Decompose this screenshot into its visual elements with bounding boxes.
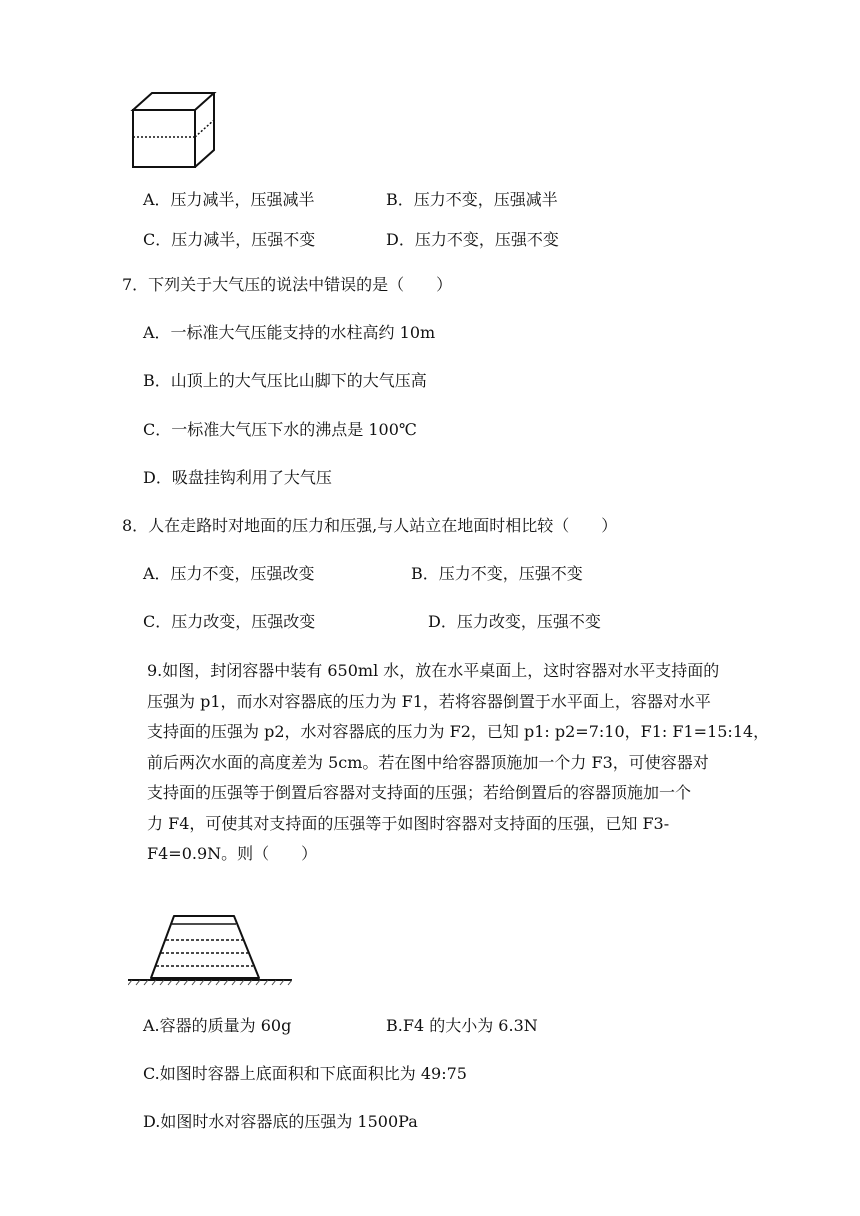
- q9-stem-line: 前后两次水面的高度差为 5cm。若在图中给容器顶施加一个力 F3，可使容器对: [147, 752, 709, 772]
- q9-option-d: D.如图时水对容器底的压强为 1500Pa: [143, 1112, 418, 1131]
- q9-stem-line: F4=0.9N。则（ ）: [147, 844, 318, 863]
- q6-option-a: A．压力减半，压强减半: [143, 190, 315, 209]
- q6-option-d: D．压力不变，压强不变: [386, 230, 559, 249]
- q6-option-c: C．压力减半，压强不变: [143, 230, 316, 249]
- q7-option-a: A．一标准大气压能支持的水柱高约 10m: [143, 323, 436, 342]
- q8-stem: 8．人在走路时对地面的压力和压强,与人站立在地面时相比较（ ）: [122, 516, 618, 535]
- q9-stem: [147, 656, 770, 870]
- cube-figure: [128, 88, 220, 170]
- q6-option-b: B．压力不变，压强减半: [386, 190, 558, 209]
- container-figure: [128, 906, 292, 990]
- q7-option-b: B．山顶上的大气压比山脚下的大气压高: [143, 371, 427, 390]
- q8-option-b: B．压力不变，压强不变: [411, 564, 583, 583]
- q8-option-d: D．压力改变，压强不变: [428, 612, 601, 631]
- q7-option-c: C．一标准大气压下水的沸点是 100℃: [143, 420, 417, 439]
- q9-stem-line: 9.如图，封闭容器中装有 650ml 水，放在水平桌面上，这时容器对水平支持面的: [147, 661, 720, 680]
- q9-stem-line: 压强为 p1，而水对容器底的压力为 F1，若将容器倒置于水平面上，容器对水平: [147, 691, 711, 711]
- q9-stem-line: 支持面的压强为 p2，水对容器底的压力为 F2，已知 p1: p2=7:10，F1: F1=15:14，: [147, 722, 770, 741]
- q9-option-b: B.F4 的大小为 6.3N: [386, 1016, 538, 1035]
- q9-stem-line: 支持面的压强等于倒置后容器对支持面的压强；若给倒置后的容器顶施加一个: [147, 783, 692, 802]
- q7-option-d: D．吸盘挂钩利用了大气压: [143, 468, 332, 487]
- q8-option-c: C．压力改变，压强改变: [143, 612, 316, 631]
- q7-stem: 7．下列关于大气压的说法中错误的是（ ）: [122, 275, 453, 294]
- q9-option-c: C.如图时容器上底面积和下底面积比为 49:75: [143, 1064, 467, 1083]
- q9-option-a: A.容器的质量为 60g: [143, 1016, 292, 1035]
- q9-stem-line: 力 F4，可使其对支持面的压强等于如图时容器对支持面的压强，已知 F3-: [147, 813, 670, 833]
- q8-option-a: A．压力不变，压强改变: [143, 564, 315, 583]
